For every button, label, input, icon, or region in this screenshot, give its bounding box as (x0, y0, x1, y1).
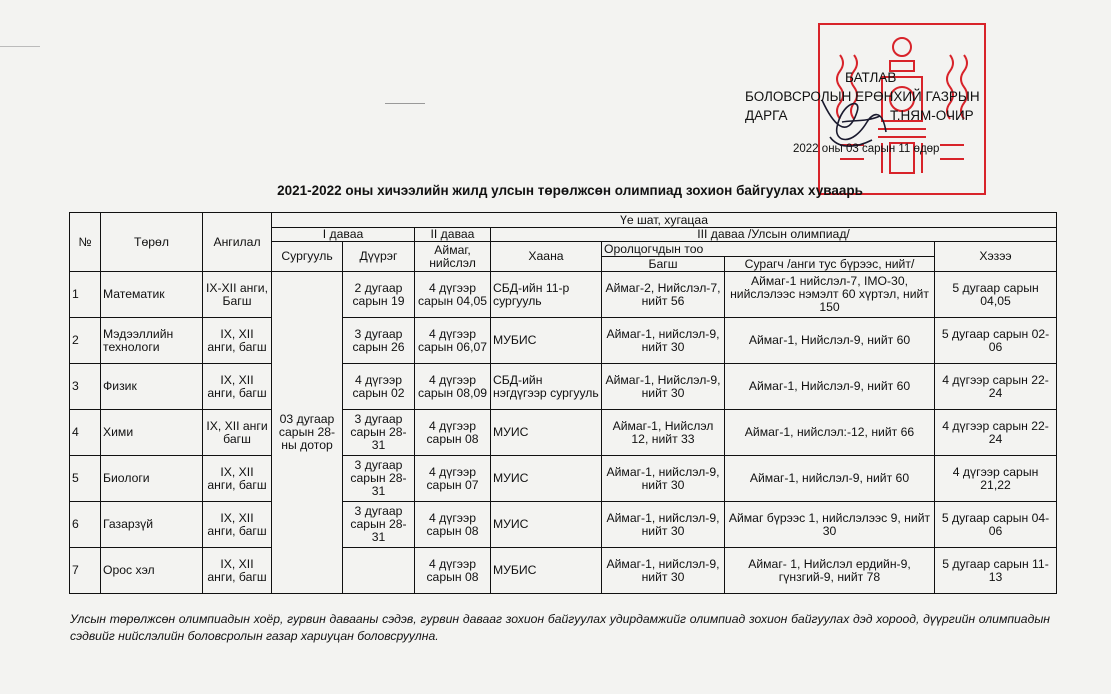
footnote: Улсын төрөлжсөн олимпиадын хоёр, гурвин давааны сэдэв, гурвин давааг зохион байгуулах удирдамжийг олимпиад зохион байгуулах дэд хороод, дүүргийн олимпиадын сэдвийг нийслэлийн боловсролын газар хариуцан боловсруулна. (70, 612, 1050, 643)
cell-category: IX, XII анги багш (203, 410, 272, 456)
cell-where: МУБИС (491, 548, 602, 594)
cell-type: Биологи (101, 456, 203, 502)
table-row (70, 364, 1057, 410)
cell-district: 2 дугаар сарын 19 (343, 272, 415, 318)
header-stage-time: Үе шат, хугацаа (272, 213, 1057, 228)
cell-teacher: Аймаг-1, нийслэл-9, нийт 30 (602, 502, 725, 548)
cell-when: 5 дугаар сарын 02-06 (935, 318, 1057, 364)
cell-district: 3 дугаар сарын 28-31 (343, 456, 415, 502)
header-type: Төрөл (101, 213, 203, 272)
table-row (70, 272, 1057, 318)
cell-student: Аймаг бүрээс 1, нийслэлээс 9, нийт 30 (725, 502, 935, 548)
header-aimag: Аймаг, нийслэл (415, 242, 491, 272)
cell-student: Аймаг- 1, Нийслэл ердийн-9, гүнзгий-9, нийт 78 (725, 548, 935, 594)
header-when: Хэзээ (935, 242, 1057, 272)
cell-type: Газарзүй (101, 502, 203, 548)
header-where: Хаана (491, 242, 602, 272)
header-school: Сургууль (272, 242, 343, 272)
date-year-suffix: оны (821, 143, 843, 155)
header-round3: III даваа /Улсын олимпиад/ (491, 228, 1057, 242)
cell-category: IX, XII анги, багш (203, 364, 272, 410)
cell-student: Аймаг-1, нийслэл:-12, нийт 66 (725, 410, 935, 456)
cell-aimag: 4 дүгээр сарын 06,07 (415, 318, 491, 364)
cell-aimag: 4 дүгээр сарын 08 (415, 410, 491, 456)
cell-where: СБД-ийн нэгдүгээр сургууль (491, 364, 602, 410)
cell-type: Физик (101, 364, 203, 410)
header-participants: Оролцогчдын тоо (602, 242, 935, 257)
table-row (70, 318, 1057, 364)
table-row (70, 502, 1057, 548)
cell-type: Хими (101, 410, 203, 456)
header-category: Ангилал (203, 213, 272, 272)
header-round2: II даваа (415, 228, 491, 242)
cell-when: 4 дүгээр сарын 22-24 (935, 364, 1057, 410)
cell-district: 3 дугаар сарын 26 (343, 318, 415, 364)
cell-num: 3 (70, 364, 101, 410)
cell-when: 5 дугаар сарын 04-06 (935, 502, 1057, 548)
cell-category: IX, XII анги, багш (203, 456, 272, 502)
cell-student: Аймаг-1 нийслэл-7, IMO-30, нийслэлээс нэмэлт 60 хүртэл, нийт 150 (725, 272, 935, 318)
cell-district (343, 548, 415, 594)
cell-where: МУИС (491, 410, 602, 456)
cell-category: IX, XII анги, багш (203, 318, 272, 364)
cell-type: Мэдээллийн технологи (101, 318, 203, 364)
cell-district: 4 дүгээр сарын 02 (343, 364, 415, 410)
cell-aimag: 4 дүгээр сарын 08,09 (415, 364, 491, 410)
approver-position: ДАРГА (745, 108, 788, 123)
cell-aimag: 4 дүгээр сарын 07 (415, 456, 491, 502)
cell-when: 5 дугаар сарын 04,05 (935, 272, 1057, 318)
scan-artifact (385, 103, 425, 104)
cell-num: 6 (70, 502, 101, 548)
cell-when: 4 дүгээр сарын 21,22 (935, 456, 1057, 502)
cell-num: 4 (70, 410, 101, 456)
cell-where: МУИС (491, 502, 602, 548)
date-year: 2022 (793, 143, 819, 155)
header-num: № (70, 213, 101, 272)
header-round1: I даваа (272, 228, 415, 242)
cell-where: МУБИС (491, 318, 602, 364)
cell-category: IX, XII анги, багш (203, 548, 272, 594)
cell-where: МУИС (491, 456, 602, 502)
cell-category: IX-XII анги, Багш (203, 272, 272, 318)
document-title: 2021-2022 оны хичээлийн жилд улсын төрөлжсөн олимпиад зохион байгуулах хуваарь (277, 183, 863, 198)
cell-aimag: 4 дүгээр сарын 08 (415, 502, 491, 548)
olympiad-schedule-table (69, 212, 1057, 594)
cell-type: Математик (101, 272, 203, 318)
cell-aimag: 4 дүгээр сарын 04,05 (415, 272, 491, 318)
cell-when: 4 дүгээр сарын 22-24 (935, 410, 1057, 456)
header-student: Сурагч /анги тус бүрээс, нийт/ (725, 257, 935, 272)
cell-where: СБД-ийн 11-р сургууль (491, 272, 602, 318)
header-district: Дүүрэг (343, 242, 415, 272)
approval-date (793, 140, 939, 159)
cell-teacher: Аймаг-1, Нийслэл-9, нийт 30 (602, 364, 725, 410)
cell-student: Аймаг-1, Нийслэл-9, нийт 60 (725, 364, 935, 410)
cell-num: 2 (70, 318, 101, 364)
header-teacher: Багш (602, 257, 725, 272)
cell-category: IX, XII анги, багш (203, 502, 272, 548)
cell-district: 3 дугаар сарын 28-31 (343, 502, 415, 548)
cell-teacher: Аймаг-1, нийслэл-9, нийт 30 (602, 548, 725, 594)
cell-teacher: Аймаг-1, Нийслэл 12, нийт 33 (602, 410, 725, 456)
date-month: 03 (846, 143, 859, 155)
date-day-word: өдөр (913, 143, 940, 155)
scan-artifact (0, 46, 40, 47)
date-month-word: сарын (862, 143, 896, 155)
cell-teacher: Аймаг-1, нийслэл-9, нийт 30 (602, 318, 725, 364)
cell-num: 5 (70, 456, 101, 502)
cell-aimag: 4 дүгээр сарын 08 (415, 548, 491, 594)
approver-org: БОЛОВСРОЛЫН ЕРӨНХИЙ ГАЗРЫН (745, 89, 980, 104)
cell-teacher: Аймаг-1, нийслэл-9, нийт 30 (602, 456, 725, 502)
cell-type: Орос хэл (101, 548, 203, 594)
date-day: 11 (898, 143, 911, 155)
table-row (70, 548, 1057, 594)
cell-num: 1 (70, 272, 101, 318)
cell-when: 5 дугаар сарын 11-13 (935, 548, 1057, 594)
cell-student: Аймаг-1, нийслэл-9, нийт 60 (725, 456, 935, 502)
cell-student: Аймаг-1, Нийслэл-9, нийт 60 (725, 318, 935, 364)
approve-word: БАТЛАВ (845, 70, 897, 85)
approver-name: Т.НЯМ-ОЧИР (890, 108, 974, 123)
cell-num: 7 (70, 548, 101, 594)
table-row (70, 456, 1057, 502)
cell-teacher: Аймаг-2, Нийслэл-7, нийт 56 (602, 272, 725, 318)
table-row (70, 410, 1057, 456)
cell-school-all: 03 дугаар сарын 28-ны дотор (272, 272, 343, 594)
cell-district: 3 дугаар сарын 28-31 (343, 410, 415, 456)
